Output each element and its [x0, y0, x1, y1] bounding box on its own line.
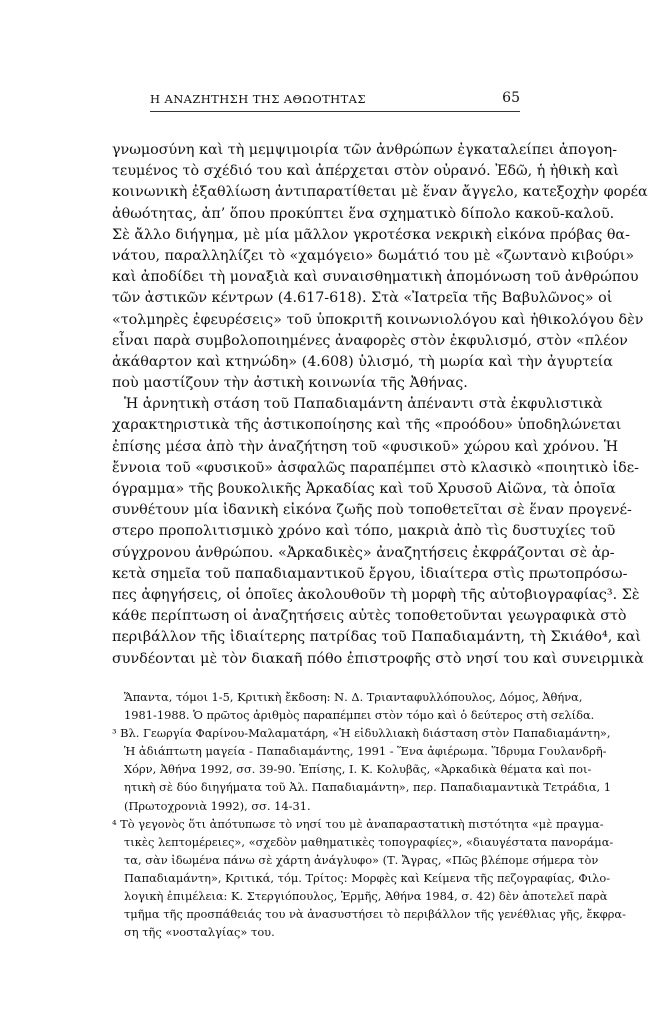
body-line: σύγχρονου ἀνθρώπου. «Ἀρκαδικὲς» ἀναζητήσεις ἐκφράζονται σὲ ἀρ-	[112, 544, 615, 561]
body-line: Ἡ ἀρνητικὴ στάση τοῦ Παπαδιαμάντη ἀπέναντι στὰ ἐκφυλιστικὰ	[124, 396, 603, 413]
body-line: κετὰ σημεῖα τοῦ παπαδιαμαντικοῦ ἔργου, ἰδιαίτερα στὶς πρωτοπρόσω-	[112, 565, 628, 582]
body-line: περιβάλλον τῆς ἰδιαίτερης πατρίδας τοῦ Παπαδιαμάντη, τὴ Σκιάθο⁴, καὶ	[112, 629, 641, 646]
body-line: γνωμοσύνη καὶ τὴ μεμψιμοιρία τῶν ἀνθρώπων ἐγκαταλείπει ἀπογοη-	[112, 142, 618, 158]
body-line: ἀκάθαρτον καὶ κτηνώδη» (4.608) ὑλισμό, τὴ μωρία καὶ τὴν ἀγυρτεία	[112, 353, 613, 370]
footnote-line: τα, σὰν ἰδωμένα πάνω σὲ χάρτη ἀνάγλυφο» (Τ. Ἄγρας, «Πῶς βλέπομε σήμερα τὸν	[124, 852, 599, 867]
body-line: εἶναι παρὰ συμβολοποιημένες ἀναφορὲς στὸν ἐκφυλισμό, στὸν «πλέον	[112, 332, 628, 349]
footnote-line: ση τῆς «νοσταλγίας» του.	[124, 925, 275, 940]
body-line: «τολμηρὲς ἐφευρέσεις» τοῦ ὑποκριτῆ κοινωνιολόγου καὶ ἠθικολόγου δὲν	[112, 311, 644, 328]
footnote-line: λογικὴ ἐπιμέλεια: Κ. Στεργιόπουλος, Ἑρμῆς, Ἀθήνα 1984, σ. 42) δὲν ἀποτελεῖ παρὰ	[124, 889, 608, 904]
footnote-line: ητικὴ σὲ δύο διηγήματα τοῦ Ἀλ. Παπαδιαμάντη», περ. Παπαδιαμαντικὰ Τετράδια, 1	[124, 780, 612, 795]
running-title: Η ΑΝΑΖΗΤΗΣΗ ΤΗΣ ΑΘΩΟΤΗΤΑΣ	[150, 92, 366, 106]
body-line: όγραμμα» τῆς βουκολικῆς Ἀρκαδίας καὶ τοῦ Χρυσοῦ Αἰῶνα, τὰ ὁποῖα	[112, 481, 616, 497]
body-line: τῶν ἀστικῶν κέντρων (4.617-618). Στὰ «Ἰατρεῖα τῆς Βαβυλῶνος» οἱ	[112, 290, 613, 307]
body-line: πες ἀφηγήσεις, οἱ ὁποῖες ἀκολουθοῦν τὴ μορφὴ τῆς αὐτοβιογραφίας³. Σὲ	[112, 586, 640, 603]
footnote-line: τμῆμα τῆς προσπάθειάς του νὰ ἀνασυστήσει τὸ περιβάλλον τῆς γενέθλιας γῆς, ἔκφρα-	[124, 907, 626, 922]
footnote-line: Παπαδιαμάντη», Κριτικά, τόμ. Τρίτος: Μορφὲς καὶ Κείμενα τῆς πεζογραφίας, Φιλο-	[124, 870, 611, 885]
footnote-line: τικὲς λεπτομέρειες», «σχεδὸν μαθηματικὲς τοπογραφίες», «διαυγέστατα πανοράμα-	[124, 834, 614, 849]
footnote-line: Χόρν, Ἀθήνα 1992, σσ. 39-90. Ἐπίσης, Ι. Κ. Κολυβᾶς, «Ἀρκαδικὰ θέματα καὶ ποι-	[124, 762, 592, 777]
footnote-line: ⁴ Τὸ γεγονὸς ὅτι ἀπότυπωσε τὸ νησί του μὲ ἀναπαραστατικὴ πιστότητα «μὲ πραγμα-	[112, 816, 604, 831]
body-line: ἀθωότητας, ἀπ’ ὅπου προκύπτει ἕνα σχηματικὸ δίπολο κακοῦ-καλοῦ.	[112, 205, 615, 222]
body-line: Σὲ ἄλλο διήγημα, μὲ μία μᾶλλον γκροτέσκα νεκρικὴ εἰκόνα πρόβας θα-	[112, 226, 630, 243]
page-number: 65	[502, 90, 520, 106]
body-line: καὶ ἀποδίδει τὴ μοναξιὰ καὶ συναισθηματικὴ ἀπομόνωση τοῦ ἀνθρώπου	[112, 269, 639, 286]
body-line: τευμένος τὸ σχέδιό του καὶ ἀπέρχεται στὸν οὐρανό. Ἐδῶ, ἡ ἠθικὴ καὶ	[112, 163, 619, 180]
footnote-line: ³ Βλ. Γεωργία Φαρίνου-Μαλαματάρη, «Ἡ εἰδυλλιακὴ διάσταση στὸν Παπαδιαμάντη»,	[112, 726, 611, 741]
footnote-line: (Πρωτοχρονιὰ 1992), σσ. 14-31.	[124, 798, 311, 813]
body-line: χαρακτηριστικὰ τῆς ἀστικοποίησης καὶ τῆς «προόδου» ὑποδηλώνεται	[112, 417, 622, 434]
body-line: συνδέονται μὲ τὸν διακαῆ πόθο ἐπιστροφῆς στὸ νησί του καὶ συνειρμικὰ	[112, 650, 644, 667]
page-header	[150, 90, 520, 110]
body-line: ἔννοια τοῦ «φυσικοῦ» ἀσφαλῶς παραπέμπει στὸ κλασικὸ «ποιητικὸ ἰδε-	[112, 459, 639, 476]
footnote-line: Ἡ ἀδιάπτωτη μαγεία - Παπαδιαμάντης, 1991 - Ἕνα ἀφιέρωμα. Ἵδρυμα Γουλανδρῆ-	[124, 744, 607, 759]
body-line: κάθε περίπτωση οἱ ἀναζητήσεις αὐτὲς τοποθετοῦνται γεωγραφικὰ στὸ	[112, 608, 627, 625]
footnote-line: Ἅπαντα, τόμοι 1-5, Κριτικὴ ἔκδοση: Ν. Δ. Τριανταφυλλόπουλος, Δόμος, Ἀθήνα,	[124, 690, 583, 704]
body-line: στερο προπολιτισμικὸ χρόνο καὶ τόπο, μακριὰ ἀπὸ τὶς δυστυχίες τοῦ	[112, 523, 616, 540]
body-line: ποὺ μαστίζουν τὴν ἀστικὴ κοινωνία τῆς Ἀθήνας.	[112, 375, 468, 392]
body-line: ἐπίσης μέσα ἀπὸ τὴν ἀναζήτηση τοῦ «φυσικοῦ» χώρου καὶ χρόνου. Ἡ	[112, 438, 619, 455]
body-line: νάτου, παραλληλίζει τὸ «χαμόγειο» δωμάτιό του μὲ «ζωντανὸ κιβούρι»	[112, 247, 635, 264]
body-text	[112, 140, 648, 670]
body-line: κοινωνικὴ ἐξαθλίωση ἀντιπαρατίθεται μὲ ἕναν ἄγγελο, κατεξοχὴν φορέα	[112, 184, 648, 201]
header-rule	[150, 111, 520, 112]
footnotes	[112, 688, 626, 941]
body-line: συνθέτουν μία ἰδανικὴ εἰκόνα ζωῆς ποὺ τοποθετεῖται σὲ ἕναν προγενέ-	[112, 502, 632, 519]
footnote-line: 1981-1988. Ὁ πρῶτος ἀριθμὸς παραπέμπει στὸν τόμο καὶ ὁ δεύτερος στὴ σελίδα.	[124, 708, 595, 723]
